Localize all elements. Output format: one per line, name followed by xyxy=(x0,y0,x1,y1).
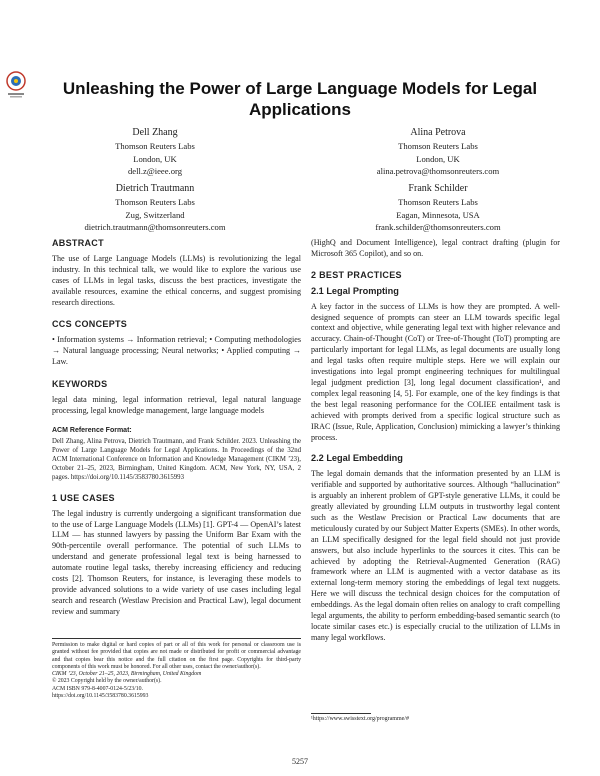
author-place: Eagan, Minnesota, USA xyxy=(396,209,480,220)
author-org: Thomson Reuters Labs xyxy=(398,197,478,207)
author-block xyxy=(328,126,548,178)
author-place: London, UK xyxy=(416,153,460,164)
author-block xyxy=(45,126,265,178)
right-column xyxy=(311,238,560,644)
keywords-heading: KEYWORDS xyxy=(52,379,108,390)
author-name: Frank Schilder xyxy=(408,183,468,194)
author-place: London, UK xyxy=(133,153,177,164)
use-cases-heading: 1 USE CASES xyxy=(52,492,115,503)
continuation-text: (HighQ and Document Intelligence), legal contract drafting (plugin for Microsoft 365 Copilot), and so on. xyxy=(311,238,560,258)
doi-line: https://doi.org/10.1145/3583780.3615993 xyxy=(52,693,149,700)
abstract-text: The use of Large Language Models (LLMs) is revolutionizing the legal industry. In this technical talk, we would like to explore the various use cases of LLMs in legal tasks, discuss the best practices, investigate the available resources, examine the ethical concerns, and suggest promising research directions. xyxy=(52,253,301,307)
footnote-rule xyxy=(311,713,371,714)
acm-ref-heading: ACM Reference Format: xyxy=(52,426,132,434)
artifacts-badge-icon xyxy=(4,70,28,100)
author-place: Zug, Switzerland xyxy=(125,209,185,220)
author-email: alina.petrova@thomsonreuters.com xyxy=(376,166,500,176)
acm-ref-text: Dell Zhang, Alina Petrova, Dietrich Trautmann, and Frank Schilder. 2023. Unleashing the Power of Large Language Models for Legal Applications. In Proceedings of the 32nd ACM International Conference on Information and Knowledge Management (CIKM ’23), October 21–25, 2023, Birmingham, United Kingdom. ACM, New York, NY, USA, 2 pages. https://doi.org/10.1145/3583780.3615993 xyxy=(52,437,301,481)
permission-block xyxy=(52,642,301,700)
conference-line: CIKM ’23, October 21–25, 2023, Birmingham, United Kingdom xyxy=(52,671,202,678)
author-block xyxy=(45,182,265,234)
embedding-heading: 2.2 Legal Embedding xyxy=(311,453,403,464)
prompting-heading: 2.1 Legal Prompting xyxy=(311,285,399,296)
abstract-heading: ABSTRACT xyxy=(52,238,104,248)
author-org: Thomson Reuters Labs xyxy=(115,141,195,151)
footnote: ¹https://www.swisstext.org/programme/# xyxy=(311,716,409,722)
footnote-divider xyxy=(52,638,301,639)
embedding-text: The legal domain demands that the information presented by an LLM is verifiable and supported by authoritative sources. Although “hallucination” is arguably an inherent problem of GPT-style generative LLMs, it could be greatly alleviated by grounding LLM outputs in trustworthy legal content such as the Westlaw Precision or Practical Law documents that are meticulously curated by our Subject Matter Experts (SMEs). In other words, an LLM specifically designed for the legal field should not just provide answers, but also include hyperlinks to the sources it cites. This can be achieved by adopting the Retrieval-Augmented Generation (RAG) framework where an LLM is augmented with a vector database as its external long-term memory storing the embeddings of legal text nuggets. Here we will discuss the technical design choices for the computation of embeddings. As the legal domain often relies on analogy to craft compelling legal arguments, the ability to perform embedding-based semantic search (to locate similar cases etc.) is especially crucial to the utilization of LLMs in many legal workflows. xyxy=(311,469,560,642)
use-cases-text: The legal industry is currently undergoing a significant transformation due to the use of Large Language Models (LLMs) [1]. GPT-4 — OpenAI’s latest LLM — has stunned lawyers by passing the Uniform Bar Exam with the 90th-percentile overall performance. The potential of such LLMs to understand and generate professional legal text is being harnessed to automate routine legal tasks, thereby increasing efficiency and reducing costs [2]. Thomson Reuters, for instance, is leveraging these models to provide advanced solutions to a wide variety of use cases including legal search and research (Westlaw Precision and Practical Law), legal document review and summary xyxy=(52,508,301,616)
ccs-text: • Information systems → Information retrieval; • Computing methodologies → Natural language processing; Neural networks; • Applied computing → Law. xyxy=(52,335,301,367)
author-name: Dietrich Trautmann xyxy=(115,183,195,194)
prompting-text: A key factor in the success of LLMs is how they are prompted. A well-designed sequence of prompts can steer an LLM towards specific legal context and objective, while generating legal text with higher relevance and accuracy. Chain-of-Thought (CoT) or Tree-of-Thought (ToT) prompting are particularly important for legal LLMs, as legal documents are usually long and legal tasks often require multiple steps. Here we will explain our investigations into legal prompt engineering techniques for multilingual legal judgment prediction [3], long legal document classification¹, and complex legal reasoning [4, 5]. For example, one of the key findings is that the best legal reasoning performance for the COLIEE entailment task is achieved with prompts derived from a specific logical structure such as IRAC (Issue, Rule, Application, Conclusion) mimicking a lawyer’s thinking process. xyxy=(311,301,560,442)
author-name: Dell Zhang xyxy=(132,127,178,138)
keywords-text: legal data mining, legal information retrieval, legal natural language processing, legal knowledge management, large language models xyxy=(52,394,301,415)
left-column xyxy=(52,238,301,618)
author-name: Alina Petrova xyxy=(410,127,466,138)
best-practices-heading: 2 BEST PRACTICES xyxy=(311,269,402,280)
page-number: 5257 xyxy=(292,757,308,766)
author-org: Thomson Reuters Labs xyxy=(115,197,195,207)
ccs-heading: CCS CONCEPTS xyxy=(52,319,128,330)
paper-title: Unleashing the Power of Large Language Models for Legal Applications xyxy=(62,79,538,119)
isbn-line: ACM ISBN 979-8-4007-0124-5/23/10. xyxy=(52,685,143,692)
author-email: dietrich.trautmann@thomsonreuters.com xyxy=(84,222,226,232)
permission-text: Permission to make digital or hard copies of part or all of this work for personal or classroom use is granted without fee provided that copies are not made or distributed for profit or commercial advantage and that copies bear this notice and the full citation on the first page. Copyrights for third-party components of this work must be honored. For all other uses, contact the owner/author(s). xyxy=(52,642,301,670)
author-email: frank.schilder@thomsonreuters.com xyxy=(375,222,501,232)
author-block xyxy=(328,182,548,234)
author-org: Thomson Reuters Labs xyxy=(398,141,478,151)
copyright-line: © 2023 Copyright held by the owner/author(s). xyxy=(52,678,162,685)
author-email: dell.z@ieee.org xyxy=(127,166,183,176)
